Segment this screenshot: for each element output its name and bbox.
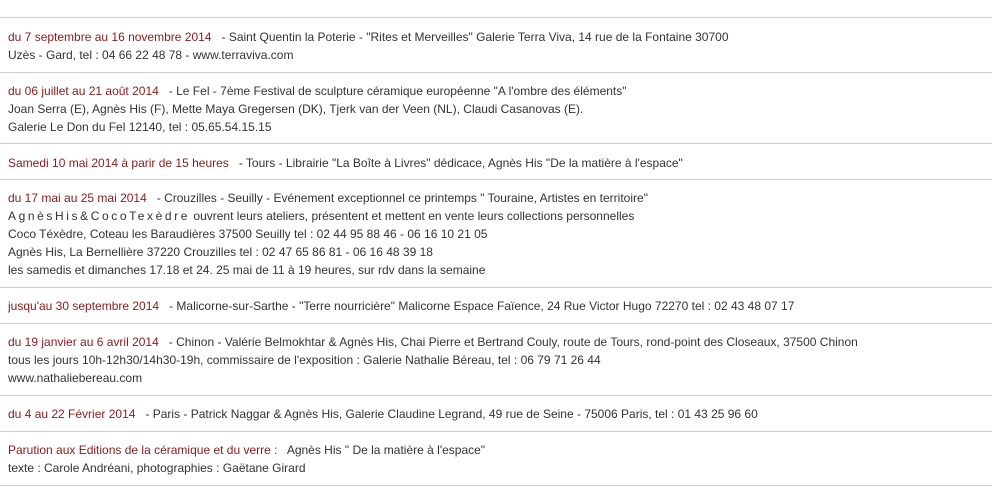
event-date: jusqu'au 30 septembre 2014 (8, 299, 160, 313)
event-date: du 06 juillet au 21 août 2014 (8, 84, 159, 98)
event-detail: les samedis et dimanches 17.18 et 24. 25 mai de 11 à 19 heures, sur rdv dans la semaine (8, 263, 486, 277)
event-date: du 19 janvier au 6 avril 2014 (8, 335, 159, 349)
event-title: - Saint Quentin la Poterie - "Rites et Merveilles" Galerie Terra Viva, 14 rue de la Fontaine 30700 (211, 30, 729, 44)
divider (0, 179, 992, 180)
event-date: Parution aux Editions de la céramique et du verre : (8, 443, 278, 457)
event-detail: Coco Téxèdre, Coteau les Baraudières 37500 Seuilly tel : 02 44 95 88 46 - 06 16 10 21 05 (8, 227, 488, 241)
event-item (8, 82, 995, 136)
event-item (8, 441, 995, 477)
event-item (8, 333, 995, 387)
event-item (8, 28, 995, 64)
event-detail: ouvrent leurs ateliers, présentent et mettent en vente leurs collections personnelles (190, 209, 635, 223)
event-detail: texte : Carole Andréani, photographies : Gaëtane Girard (8, 461, 306, 475)
event-title: - Chinon - Valérie Belmokhtar & Agnès His, Chai Pierre et Bertrand Couly, route de Tours, rond-point des Closeaux, 37500 Chinon (158, 335, 858, 349)
event-item (8, 189, 995, 279)
divider (0, 143, 992, 144)
event-detail: Galerie Le Don du Fel 12140, tel : 05.65.54.15.15 (8, 120, 272, 134)
divider (0, 395, 992, 396)
divider (0, 287, 992, 288)
event-detail: Uzès - Gard, tel : 04 66 22 48 78 - www.terraviva.com (8, 48, 294, 62)
divider (0, 17, 992, 18)
event-title: - Paris - Patrick Naggar & Agnès His, Galerie Claudine Legrand, 49 rue de Seine - 75006 Paris, tel : 01 43 25 96 60 (135, 407, 758, 421)
event-title: Agnès His " De la matière à l'espace" (277, 443, 486, 457)
divider (0, 72, 992, 73)
event-date: du 4 au 22 Février 2014 (8, 407, 136, 421)
divider (0, 485, 992, 486)
event-item (8, 297, 995, 315)
event-detail: tous les jours 10h-12h30/14h30-19h, commissaire de l'exposition : Galerie Nathalie Béreau, tel : 06 79 71 26 44 (8, 353, 601, 367)
event-date: Samedi 10 mai 2014 à parir de 15 heures (8, 156, 229, 170)
event-item (8, 154, 995, 172)
event-detail: Joan Serra (E), Agnès His (F), Mette Maya Gregersen (DK), Tjerk van der Veen (NL), Claudi Casanovas (E). (8, 102, 584, 116)
divider (0, 323, 992, 324)
event-detail: Agnès His, La Bernellière 37220 Crouzilles tel : 02 47 65 86 81 - 06 16 48 39 18 (8, 245, 433, 259)
event-link[interactable]: www.nathaliebereau.com (8, 371, 143, 385)
event-item (8, 405, 995, 423)
event-title: - Malicorne-sur-Sarthe - "Terre nourricière" Malicorne Espace Faïence, 24 Rue Victor Hugo 72270 tel : 02 43 48 07 17 (159, 299, 795, 313)
event-artists: AgnèsHis&CocoTexèdre (8, 209, 191, 223)
divider (0, 431, 992, 432)
event-title: - Le Fel - 7ème Festival de sculpture céramique européenne "A l'ombre des éléments" (158, 84, 627, 98)
event-title: - Tours - Librairie "La Boîte à Livres" dédicace, Agnès His "De la matière à l'espace" (228, 156, 683, 170)
event-title: - Crouzilles - Seuilly - Evénement exceptionnel ce printemps " Touraine, Artistes en territoire" (146, 191, 648, 205)
event-date: du 7 septembre au 16 novembre 2014 (8, 30, 212, 44)
event-date: du 17 mai au 25 mai 2014 (8, 191, 147, 205)
